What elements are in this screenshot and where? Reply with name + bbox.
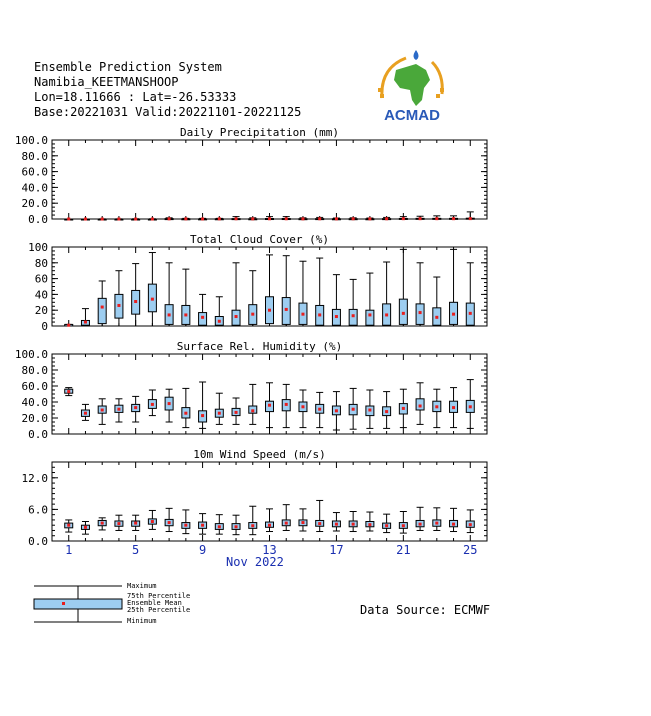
box-day-4 [115,399,123,422]
mean-marker [84,526,87,529]
header-line-dates: Base:20221031 Valid:20221101-20221125 [34,105,302,119]
mean-marker [335,315,338,318]
box-day-14 [282,505,290,531]
box-day-2 [81,522,89,535]
box-day-5 [132,218,140,221]
box-day-25 [466,212,474,220]
mean-marker [419,405,422,408]
mean-marker [151,298,154,301]
mean-marker [285,522,288,525]
iqr-box [416,399,424,410]
mean-marker [251,524,254,527]
box-day-10 [215,297,223,326]
box-day-8 [182,217,190,220]
data-source-note: Data Source: ECMWF [360,603,491,617]
mean-marker [235,315,238,318]
mean-marker [201,316,204,319]
y-tick-label: 60.0 [21,165,48,179]
box-day-16 [316,392,324,427]
y-tick-label: 80.0 [21,149,48,163]
mean-marker [402,312,405,315]
mean-marker [235,217,238,220]
mean-marker [419,523,422,526]
iqr-box [399,299,407,324]
panel-title: Surface Rel. Humidity (%) [176,340,343,353]
mean-marker [235,411,238,414]
box-day-22 [416,383,424,425]
legend-mean: Ensemble Mean [127,599,182,607]
mean-marker [268,217,271,220]
mean-marker [469,523,472,526]
iqr-box [366,310,374,325]
box-day-1 [65,520,73,532]
box-day-7 [165,389,173,422]
y-tick-label: 0.0 [28,535,48,548]
mean-marker [235,525,238,528]
legend-p75: 75th Percentile [127,592,191,600]
mean-marker [151,520,154,523]
box-day-6 [148,218,156,221]
mean-marker [151,218,154,221]
mean-marker [117,522,120,525]
panel-title: Total Cloud Cover (%) [189,233,330,246]
iqr-box [98,298,106,323]
box-day-13 [266,217,274,221]
box-day-25 [466,263,474,326]
mean-marker [318,522,321,525]
box-day-7 [165,508,173,531]
mean-marker [435,522,438,525]
mean-marker [335,409,338,412]
mean-marker [201,217,204,220]
box-day-19 [366,390,374,428]
mean-marker [335,523,338,526]
box-day-11 [232,398,240,424]
box-day-1 [65,324,73,327]
mean-marker [368,523,371,526]
box-day-5 [132,396,140,422]
mean-marker [301,217,304,220]
legend-minimum: Minimum [127,617,157,625]
mean-marker [251,217,254,220]
box-day-20 [383,217,391,220]
box-day-18 [349,388,357,429]
box-day-17 [332,275,340,326]
mean-marker [168,217,171,220]
mean-marker [84,218,87,221]
box-day-12 [249,271,257,326]
box-day-11 [232,263,240,326]
mean-marker [352,314,355,317]
box-day-17 [332,392,340,430]
box-day-13 [266,383,274,428]
box-day-10 [215,393,223,424]
box-day-6 [148,390,156,416]
mean-marker [134,522,137,525]
box-day-15 [299,390,307,428]
y-tick-label: 80.0 [21,364,48,377]
mean-marker [218,412,221,415]
box-day-1 [65,388,73,396]
mean-marker [301,405,304,408]
box-day-24 [450,388,458,428]
box-day-6 [148,510,156,529]
box-day-7 [165,217,173,220]
mean-marker [301,521,304,524]
y-tick-label: 20.0 [21,412,48,425]
mean-marker [168,402,171,405]
mean-marker [201,524,204,527]
mean-marker [318,217,321,220]
mean-marker [251,409,254,412]
box-day-12 [249,384,257,424]
box-day-5 [132,515,140,530]
y-tick-label: 0 [41,320,48,333]
mean-marker [435,405,438,408]
box-day-23 [433,508,441,531]
mean-marker [67,390,70,393]
header-line-coordinates: Lon=18.11666 : Lat=-26.53333 [34,90,237,104]
mean-marker [285,217,288,220]
panel-3 [52,462,487,541]
box-day-17 [332,513,340,531]
box-day-16 [316,217,324,220]
box-day-10 [215,217,223,220]
y-tick-label: 40.0 [21,181,48,195]
box-day-4 [115,271,123,326]
box-day-18 [349,217,357,220]
panel-2 [52,354,487,434]
mean-marker [218,525,221,528]
mean-marker [419,311,422,314]
box-day-3 [98,218,106,221]
box-day-17 [332,217,340,220]
box-day-18 [349,279,357,326]
mean-marker [452,217,455,220]
box-day-5 [132,264,140,326]
box-day-9 [199,294,207,326]
x-tick-label: 25 [463,543,478,557]
x-tick-label: 13 [262,543,277,557]
y-tick-label: 60 [34,272,48,286]
mean-marker [469,217,472,220]
x-tick-label: 21 [396,543,411,557]
mean-marker [301,313,304,316]
box-day-9 [199,514,207,535]
box-day-24 [450,508,458,531]
box-day-14 [282,256,290,326]
mean-marker [184,313,187,316]
box-day-15 [299,261,307,326]
mean-marker [368,313,371,316]
box-day-20 [383,392,391,429]
logo-text: ACMAD [384,107,440,124]
mean-marker [435,316,438,319]
y-tick-label: 60.0 [21,380,48,393]
box-day-1 [65,218,73,221]
box-day-21 [399,389,407,427]
y-tick-label: 0.0 [28,213,48,226]
mean-marker [84,412,87,415]
box-day-3 [98,281,106,326]
mean-marker [469,312,472,315]
box-day-22 [416,507,424,530]
box-day-7 [165,263,173,326]
mean-marker [385,410,388,413]
box-day-19 [366,512,374,531]
mean-marker [385,313,388,316]
x-tick-label: 17 [329,543,344,557]
mean-marker [251,313,254,316]
y-tick-label: 40.0 [21,396,48,409]
box-day-16 [316,500,324,531]
panel-title: Daily Precipitation (mm) [180,126,339,139]
mean-marker [134,218,137,221]
y-tick-label: 100 [28,241,48,254]
mean-marker [452,406,455,409]
mean-marker [101,218,104,221]
mean-marker [268,524,271,527]
mean-marker [101,409,104,412]
mean-marker [285,403,288,406]
x-axis-label: Nov 2022 [226,555,284,569]
mean-marker [469,405,472,408]
box-day-13 [266,255,274,326]
mean-marker [151,403,154,406]
y-tick-label: 40 [34,288,48,302]
mean-marker [419,217,422,220]
box-day-4 [115,515,123,530]
mean-marker [101,522,104,525]
mean-marker [67,524,70,527]
panel-0 [52,140,487,221]
box-day-8 [182,269,190,326]
x-tick-label: 9 [198,543,207,557]
mean-marker [134,406,137,409]
box-day-11 [232,515,240,534]
box-day-21 [399,512,407,534]
box-day-23 [433,277,441,326]
mean-marker [134,300,137,303]
box-day-19 [366,273,374,326]
mean-marker [435,217,438,220]
box-day-6 [148,253,156,326]
box-day-11 [232,217,240,221]
header-line-station: Namibia_KEETMANSHOOP [34,75,179,89]
mean-marker [285,308,288,311]
x-tick-label: 5 [132,543,140,557]
mean-marker [67,324,70,327]
box-day-13 [266,509,274,532]
box-day-22 [416,263,424,326]
box-day-21 [399,217,407,221]
mean-marker [117,218,120,221]
box-day-10 [215,515,223,534]
box-day-3 [98,518,106,530]
panel-frame [52,140,487,219]
mean-marker [268,404,271,407]
mean-marker [352,523,355,526]
box-day-15 [299,509,307,531]
mean-marker [352,217,355,220]
mean-marker [402,524,405,527]
mean-marker [67,218,70,221]
box-day-24 [450,249,458,326]
mean-marker [218,320,221,323]
iqr-box [349,309,357,325]
legend [30,580,190,628]
box-day-19 [366,217,374,220]
box-day-25 [466,510,474,533]
mean-marker [201,414,204,417]
header-line-system: Ensemble Prediction System [34,60,222,74]
mean-marker [117,408,120,411]
box-day-3 [98,399,106,425]
box-day-24 [450,216,458,220]
mean-marker [184,217,187,220]
mean-marker [318,408,321,411]
box-day-12 [249,506,257,534]
box-day-23 [433,216,441,220]
box-day-20 [383,514,391,532]
box-day-9 [199,217,207,220]
box-day-18 [349,512,357,532]
box-day-2 [81,218,89,221]
mean-marker [184,412,187,415]
box-day-2 [81,309,89,326]
legend-p25: 25th Percentile [127,606,191,614]
box-day-9 [199,382,207,428]
mean-marker [335,217,338,220]
mean-marker [368,409,371,412]
y-tick-label: 100.0 [14,348,48,361]
iqr-box [282,298,290,325]
mean-marker [402,407,405,410]
mean-marker [218,217,221,220]
mean-marker [84,321,87,324]
mean-marker [385,524,388,527]
mean-marker [168,313,171,316]
box-day-20 [383,262,391,326]
box-day-22 [416,216,424,220]
mean-marker [117,304,120,307]
mean-marker [352,408,355,411]
mean-marker [385,217,388,220]
mean-marker [268,309,271,312]
box-day-16 [316,258,324,326]
iqr-box [199,313,207,326]
legend-maximum: Maximum [127,582,157,590]
mean-marker [168,521,171,524]
box-day-8 [182,510,190,534]
y-tick-label: 20 [34,304,48,318]
box-day-2 [81,404,89,420]
box-day-25 [466,380,474,429]
box-day-15 [299,217,307,220]
y-tick-label: 6.0 [28,503,48,517]
mean-marker [452,523,455,526]
box-day-8 [182,388,190,427]
mean-marker [452,313,455,316]
box-day-14 [282,384,290,427]
mean-marker [184,524,187,527]
box-day-23 [433,389,441,427]
iqr-box [416,304,424,325]
y-tick-label: 0.0 [28,428,48,441]
y-tick-label: 100.0 [14,134,48,147]
box-day-14 [282,217,290,221]
box-day-4 [115,218,123,221]
mean-marker [318,313,321,316]
mean-marker [101,306,104,309]
mean-marker [402,217,405,220]
y-tick-label: 20.0 [21,197,48,211]
box-day-21 [399,249,407,326]
panel-title: 10m Wind Speed (m/s) [193,448,326,461]
box-day-12 [249,217,257,220]
panel-1 [52,247,487,327]
y-tick-label: 12.0 [21,471,48,485]
y-tick-label: 80 [34,256,48,270]
mean-marker [368,217,371,220]
x-tick-label: 1 [65,543,73,557]
